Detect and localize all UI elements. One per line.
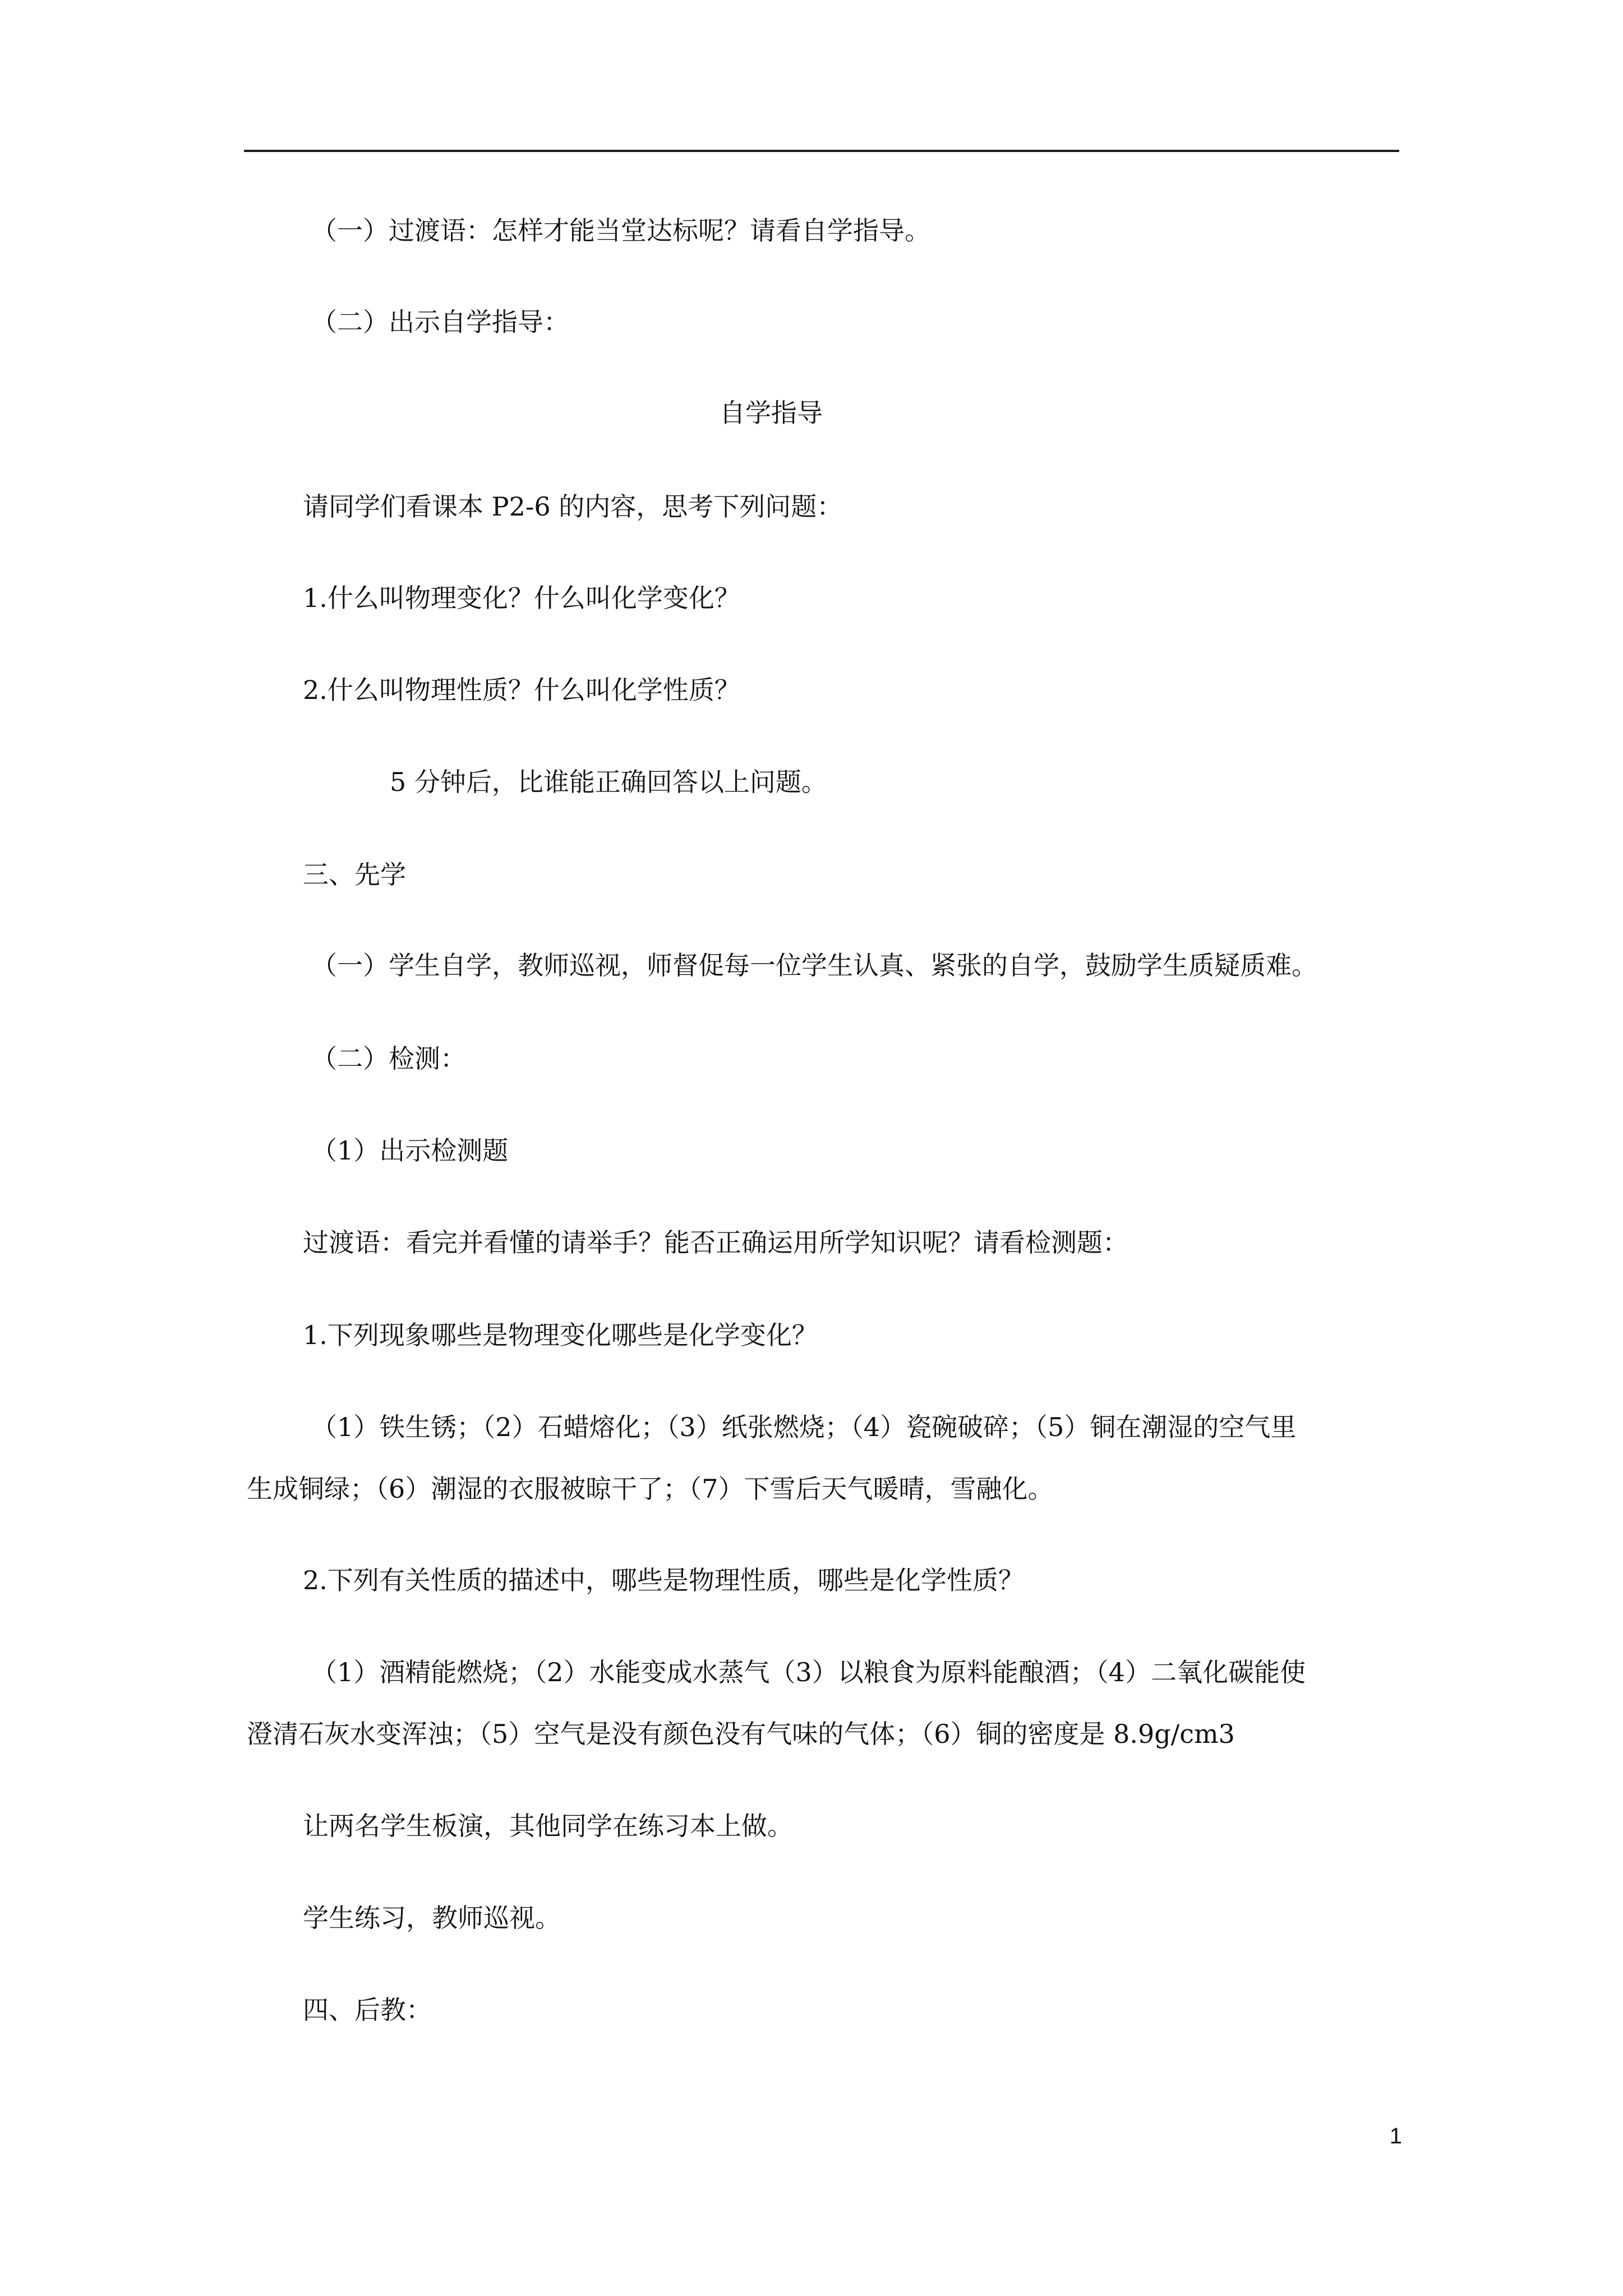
paragraph-test: （二）检测： [311, 1043, 466, 1074]
question-2: 2.什么叫物理性质？什么叫化学性质？ [303, 675, 740, 705]
test-question-1: 1.下列现象哪些是物理变化哪些是化学变化？ [303, 1320, 818, 1350]
paragraph-five-minutes: 5 分钟后，比谁能正确回答以上问题。 [390, 767, 827, 797]
section-heading-learn-first: 三、先学 [303, 859, 406, 890]
question-1: 1.什么叫物理变化？什么叫化学变化？ [303, 583, 740, 613]
section-heading-self-study-guide: 自学指导 [720, 398, 823, 428]
test-question-1-items-line-1: （1）铁生锈；（2）石蜡熔化；（3）纸张燃烧；（4）瓷碗破碎；（5）铜在潮湿的空气里 [311, 1412, 1297, 1442]
paragraph-transition-1: （一）过渡语：怎样才能当堂达标呢？请看自学指导。 [311, 215, 930, 246]
page-number: 1 [1389, 2124, 1402, 2148]
section-heading-teach-after: 四、后教： [303, 1995, 432, 2025]
test-question-2-items-line-1: （1）酒精能燃烧；（2）水能变成水蒸气（3）以粮食为原料能酿酒；（4）二氧化碳能使 [311, 1657, 1306, 1687]
paragraph-student-self-study: （一）学生自学，教师巡视，师督促每一位学生认真、紧张的自学，鼓励学生质疑质难。 [311, 950, 1317, 981]
paragraph-read-textbook: 请同学们看课本 P2-6 的内容，思考下列问题： [303, 491, 843, 522]
header-rule [244, 150, 1399, 152]
paragraph-student-practice: 学生练习，教师巡视。 [303, 1903, 561, 1933]
paragraph-transition-2: 过渡语：看完并看懂的请举手？能否正确运用所学知识呢？请看检测题： [303, 1227, 1128, 1258]
paragraph-show-guide: （二）出示自学指导： [311, 307, 569, 337]
test-question-2: 2.下列有关性质的描述中，哪些是物理性质，哪些是化学性质？ [303, 1565, 1024, 1595]
test-question-2-items-line-2: 澄清石灰水变浑浊；（5）空气是没有颜色没有气味的气体；（6）铜的密度是 8.9g/cm3 [247, 1719, 1235, 1749]
test-question-1-items-line-2: 生成铜绿；（6）潮湿的衣服被晾干了；（7）下雪后天气暖晴，雪融化。 [247, 1474, 1054, 1504]
paragraph-show-test-questions: （1）出示检测题 [311, 1135, 509, 1166]
paragraph-board-demo: 让两名学生板演，其他同学在练习本上做。 [303, 1811, 793, 1841]
